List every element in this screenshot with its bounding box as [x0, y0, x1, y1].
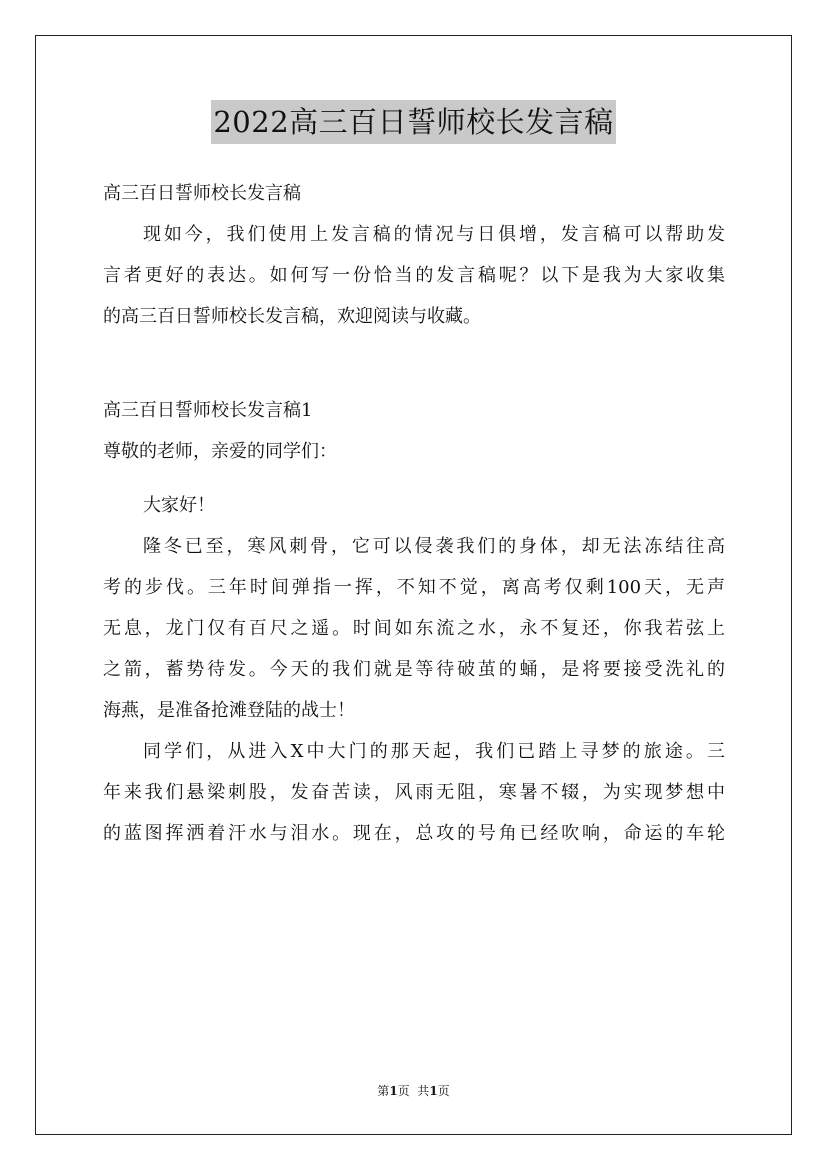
paragraph-line: 之箭，蓄势待发。今天的我们就是等待破茧的蛹，是将要接受洗礼的	[103, 659, 725, 680]
page-label-suffix: 页	[437, 1084, 450, 1098]
paragraph-line: 的蓝图挥洒着汗水与泪水。现在，总攻的号角已经吹响，命运的车轮	[103, 823, 725, 844]
intro-line: 现如今，我们使用上发言稿的情况与日俱增，发言稿可以帮助发	[143, 224, 725, 245]
title-container	[0, 100, 827, 144]
intro-line: 言者更好的表达。如何写一份恰当的发言稿呢？以下是我为大家收集	[103, 265, 725, 286]
paragraph-line: 海燕，是准备抢滩登陆的战士！	[103, 700, 355, 721]
page-label-mid: 页 共	[397, 1084, 430, 1098]
document-body	[103, 173, 725, 854]
paragraph-gap	[103, 337, 725, 390]
intro-line: 的高三百日誓师校长发言稿，欢迎阅读与收藏。	[103, 306, 481, 327]
paragraph-line: 无息，龙门仅有百尺之遥。时间如东流之水，永不复还，你我若弦上	[103, 618, 725, 639]
subtitle: 高三百日誓师校长发言稿	[103, 183, 301, 204]
page-current: 1	[389, 1084, 398, 1098]
section-title: 高三百日誓师校长发言稿1	[103, 400, 313, 421]
salutation: 尊敬的老师，亲爱的同学们：	[103, 441, 337, 462]
page-total: 1	[429, 1084, 438, 1098]
greeting: 大家好！	[143, 495, 215, 516]
page-label-prefix: 第	[377, 1084, 390, 1098]
paragraph-line: 隆冬已至，寒风刺骨，它可以侵袭我们的身体，却无法冻结往高	[143, 536, 725, 557]
paragraph-line: 年来我们悬梁刺股，发奋苦读，风雨无阻，寒暑不辍，为实现梦想中	[103, 782, 725, 803]
document-title: 2022高三百日誓师校长发言稿	[211, 100, 615, 144]
paragraph-line: 同学们，从进入X中大门的那天起，我们已踏上寻梦的旅途。三	[143, 741, 725, 762]
page-footer	[0, 1083, 827, 1099]
paragraph-line: 考的步伐。三年时间弹指一挥，不知不觉，离高考仅剩100天，无声	[103, 577, 725, 598]
